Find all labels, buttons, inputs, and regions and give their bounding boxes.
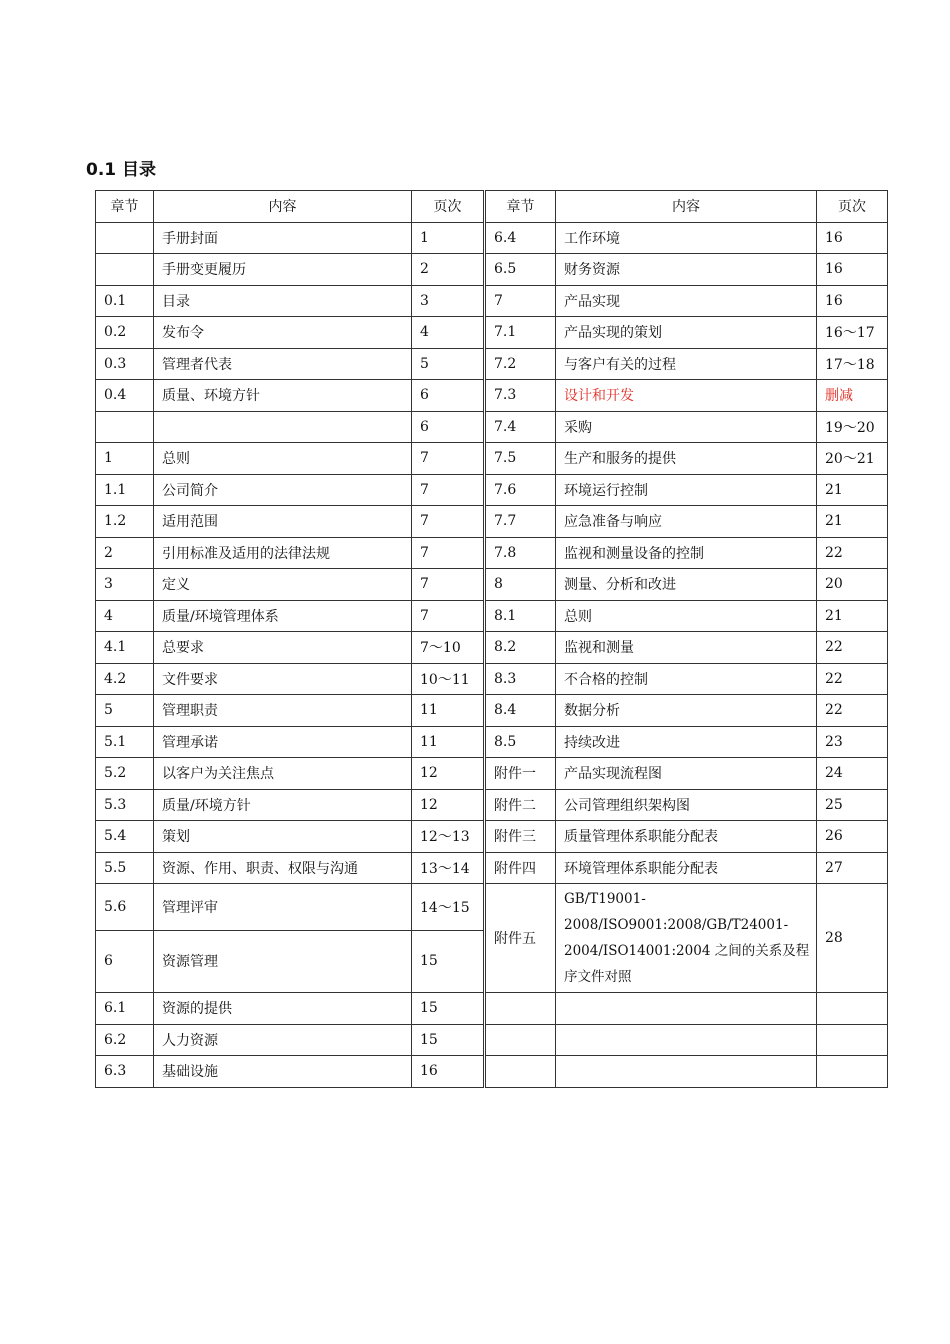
page-cell: 26 (817, 821, 888, 853)
content-cell: 总要求 (154, 632, 412, 664)
page-cell: 4 (412, 317, 485, 349)
chapter-cell: 5 (96, 695, 154, 727)
page-cell: 7 (412, 443, 485, 475)
chapter-cell: 7.1 (485, 317, 556, 349)
page-cell: 7 (412, 474, 485, 506)
content-cell: 策划 (154, 821, 412, 853)
table-row (96, 884, 888, 931)
table-row (96, 758, 888, 790)
table-row (96, 411, 888, 443)
content-cell: 采购 (556, 411, 817, 443)
chapter-cell: 附件一 (485, 758, 556, 790)
table-row (96, 993, 888, 1025)
content-cell: 总则 (154, 443, 412, 475)
header-row (96, 191, 888, 223)
page-cell: 7 (412, 506, 485, 538)
chapter-cell: 6.2 (96, 1024, 154, 1056)
content-cell: 资源、作用、职责、权限与沟通 (154, 852, 412, 884)
table-row (96, 285, 888, 317)
page-cell: 22 (817, 663, 888, 695)
page-cell: 12 (412, 789, 485, 821)
page-cell: 6 (412, 380, 485, 412)
page-cell (817, 993, 888, 1025)
content-cell: 管理承诺 (154, 726, 412, 758)
page-cell: 22 (817, 537, 888, 569)
chapter-cell: 0.4 (96, 380, 154, 412)
content-cell: 数据分析 (556, 695, 817, 727)
chapter-cell: 4.1 (96, 632, 154, 664)
page-cell: 21 (817, 474, 888, 506)
content-cell: 与客户有关的过程 (556, 348, 817, 380)
content-cell: 监视和测量 (556, 632, 817, 664)
table-row (96, 569, 888, 601)
content-cell: 资源的提供 (154, 993, 412, 1025)
page-title: 0.1 目录 (86, 160, 157, 180)
chapter-cell: 0.2 (96, 317, 154, 349)
content-cell: 产品实现的策划 (556, 317, 817, 349)
chapter-cell: 8.5 (485, 726, 556, 758)
chapter-cell: 附件二 (485, 789, 556, 821)
table-row (96, 222, 888, 254)
page-cell: 6 (412, 411, 485, 443)
content-cell: 管理评审 (154, 884, 412, 931)
page-cell: 19～20 (817, 411, 888, 443)
chapter-cell: 6.4 (485, 222, 556, 254)
header-content-right: 内容 (556, 191, 817, 223)
chapter-cell: 7.8 (485, 537, 556, 569)
chapter-cell: 2 (96, 537, 154, 569)
chapter-cell: 8.2 (485, 632, 556, 664)
header-chapter-left: 章节 (96, 191, 154, 223)
chapter-cell: 6.1 (96, 993, 154, 1025)
content-cell: 生产和服务的提供 (556, 443, 817, 475)
chapter-cell: 6.3 (96, 1056, 154, 1088)
content-cell: 质量、环境方针 (154, 380, 412, 412)
chapter-cell: 附件五 (485, 884, 556, 993)
table-row (96, 632, 888, 664)
table-row (96, 600, 888, 632)
chapter-cell: 7.3 (485, 380, 556, 412)
content-cell: 管理者代表 (154, 348, 412, 380)
content-cell: 监视和测量设备的控制 (556, 537, 817, 569)
page-cell: 删减 (817, 380, 888, 412)
chapter-cell: 5.4 (96, 821, 154, 853)
chapter-cell: 3 (96, 569, 154, 601)
chapter-cell: 5.2 (96, 758, 154, 790)
header-page-right: 页次 (817, 191, 888, 223)
chapter-cell: 5.6 (96, 884, 154, 931)
chapter-cell: 4 (96, 600, 154, 632)
page-cell: 5 (412, 348, 485, 380)
chapter-cell: 8.3 (485, 663, 556, 695)
content-cell: 以客户为关注焦点 (154, 758, 412, 790)
content-cell: 质量/环境方针 (154, 789, 412, 821)
chapter-cell: 7.7 (485, 506, 556, 538)
table-row (96, 380, 888, 412)
page-cell: 15 (412, 1024, 485, 1056)
page-cell: 1 (412, 222, 485, 254)
content-cell: 财务资源 (556, 254, 817, 286)
page-cell: 12～13 (412, 821, 485, 853)
content-cell: 质量管理体系职能分配表 (556, 821, 817, 853)
chapter-cell (96, 411, 154, 443)
header-page-left: 页次 (412, 191, 485, 223)
page-cell: 20 (817, 569, 888, 601)
page-cell: 16 (817, 254, 888, 286)
chapter-cell: 5.3 (96, 789, 154, 821)
page-cell: 23 (817, 726, 888, 758)
chapter-cell: 0.3 (96, 348, 154, 380)
chapter-cell: 7 (485, 285, 556, 317)
content-cell (556, 993, 817, 1025)
content-cell: 质量/环境管理体系 (154, 600, 412, 632)
table-row (96, 695, 888, 727)
content-cell: 管理职责 (154, 695, 412, 727)
chapter-cell: 7.2 (485, 348, 556, 380)
content-cell: 环境管理体系职能分配表 (556, 852, 817, 884)
page-cell: 21 (817, 600, 888, 632)
chapter-cell: 8.1 (485, 600, 556, 632)
page-cell: 2 (412, 254, 485, 286)
table-row (96, 537, 888, 569)
page-cell: 16 (817, 285, 888, 317)
chapter-cell (96, 222, 154, 254)
chapter-cell (485, 1056, 556, 1088)
content-cell: 资源管理 (154, 930, 412, 992)
page-cell: 7 (412, 569, 485, 601)
content-cell: 产品实现 (556, 285, 817, 317)
page-cell: 10～11 (412, 663, 485, 695)
table-row (96, 726, 888, 758)
content-cell: 环境运行控制 (556, 474, 817, 506)
chapter-cell: 5.5 (96, 852, 154, 884)
content-cell: 目录 (154, 285, 412, 317)
table-row (96, 317, 888, 349)
table-row (96, 254, 888, 286)
content-cell: 设计和开发 (556, 380, 817, 412)
chapter-cell: 1.2 (96, 506, 154, 538)
chapter-cell: 附件四 (485, 852, 556, 884)
page-cell: 16～17 (817, 317, 888, 349)
page-cell: 20～21 (817, 443, 888, 475)
chapter-cell: 7.4 (485, 411, 556, 443)
content-cell: 工作环境 (556, 222, 817, 254)
page-cell: 22 (817, 695, 888, 727)
page-cell: 28 (817, 884, 888, 993)
chapter-cell (96, 254, 154, 286)
table-row (96, 1024, 888, 1056)
content-cell: 持续改进 (556, 726, 817, 758)
page-cell: 11 (412, 726, 485, 758)
page-cell: 13～14 (412, 852, 485, 884)
chapter-cell: 4.2 (96, 663, 154, 695)
table-row (96, 663, 888, 695)
chapter-cell: 7.6 (485, 474, 556, 506)
table-row (96, 789, 888, 821)
chapter-cell: 0.1 (96, 285, 154, 317)
content-cell: 总则 (556, 600, 817, 632)
header-chapter-right: 章节 (485, 191, 556, 223)
content-cell: 公司简介 (154, 474, 412, 506)
table-row (96, 443, 888, 475)
content-cell (154, 411, 412, 443)
page-cell: 7 (412, 537, 485, 569)
content-cell: 不合格的控制 (556, 663, 817, 695)
content-cell: 基础设施 (154, 1056, 412, 1088)
content-cell (556, 1056, 817, 1088)
chapter-cell: 1 (96, 443, 154, 475)
chapter-cell: 8.4 (485, 695, 556, 727)
table-row (96, 1056, 888, 1088)
content-cell: 文件要求 (154, 663, 412, 695)
chapter-cell: 1.1 (96, 474, 154, 506)
chapter-cell (485, 993, 556, 1025)
chapter-cell: 7.5 (485, 443, 556, 475)
content-cell (556, 1024, 817, 1056)
table-row (96, 821, 888, 853)
chapter-cell: 附件三 (485, 821, 556, 853)
content-cell: 应急准备与响应 (556, 506, 817, 538)
content-cell: 定义 (154, 569, 412, 601)
page-cell: 12 (412, 758, 485, 790)
chapter-cell: 5.1 (96, 726, 154, 758)
table-row (96, 348, 888, 380)
content-cell: 手册封面 (154, 222, 412, 254)
page-cell (817, 1056, 888, 1088)
page-cell: 15 (412, 993, 485, 1025)
page-cell: 7～10 (412, 632, 485, 664)
page-cell (817, 1024, 888, 1056)
table-row (96, 474, 888, 506)
page-cell: 27 (817, 852, 888, 884)
page-cell: 15 (412, 930, 485, 992)
content-cell: 测量、分析和改进 (556, 569, 817, 601)
content-cell: GB/T19001-2008/ISO9001:2008/GB/T24001-2004/ISO14001:2004 之间的关系及程序文件对照 (556, 884, 817, 993)
content-cell: 发布令 (154, 317, 412, 349)
page-cell: 25 (817, 789, 888, 821)
chapter-cell (485, 1024, 556, 1056)
page-cell: 24 (817, 758, 888, 790)
page-cell: 14～15 (412, 884, 485, 931)
page-cell: 22 (817, 632, 888, 664)
content-cell: 适用范围 (154, 506, 412, 538)
chapter-cell: 8 (485, 569, 556, 601)
chapter-cell: 6.5 (485, 254, 556, 286)
page-cell: 11 (412, 695, 485, 727)
page-cell: 21 (817, 506, 888, 538)
page-cell: 17～18 (817, 348, 888, 380)
table-row (96, 506, 888, 538)
page-cell: 7 (412, 600, 485, 632)
page-cell: 16 (412, 1056, 485, 1088)
page-cell: 16 (817, 222, 888, 254)
content-cell: 引用标准及适用的法律法规 (154, 537, 412, 569)
toc-table (95, 190, 888, 1088)
table-row (96, 852, 888, 884)
content-cell: 手册变更履历 (154, 254, 412, 286)
content-cell: 产品实现流程图 (556, 758, 817, 790)
chapter-cell: 6 (96, 930, 154, 992)
page-cell: 3 (412, 285, 485, 317)
content-cell: 公司管理组织架构图 (556, 789, 817, 821)
content-cell: 人力资源 (154, 1024, 412, 1056)
header-content-left: 内容 (154, 191, 412, 223)
